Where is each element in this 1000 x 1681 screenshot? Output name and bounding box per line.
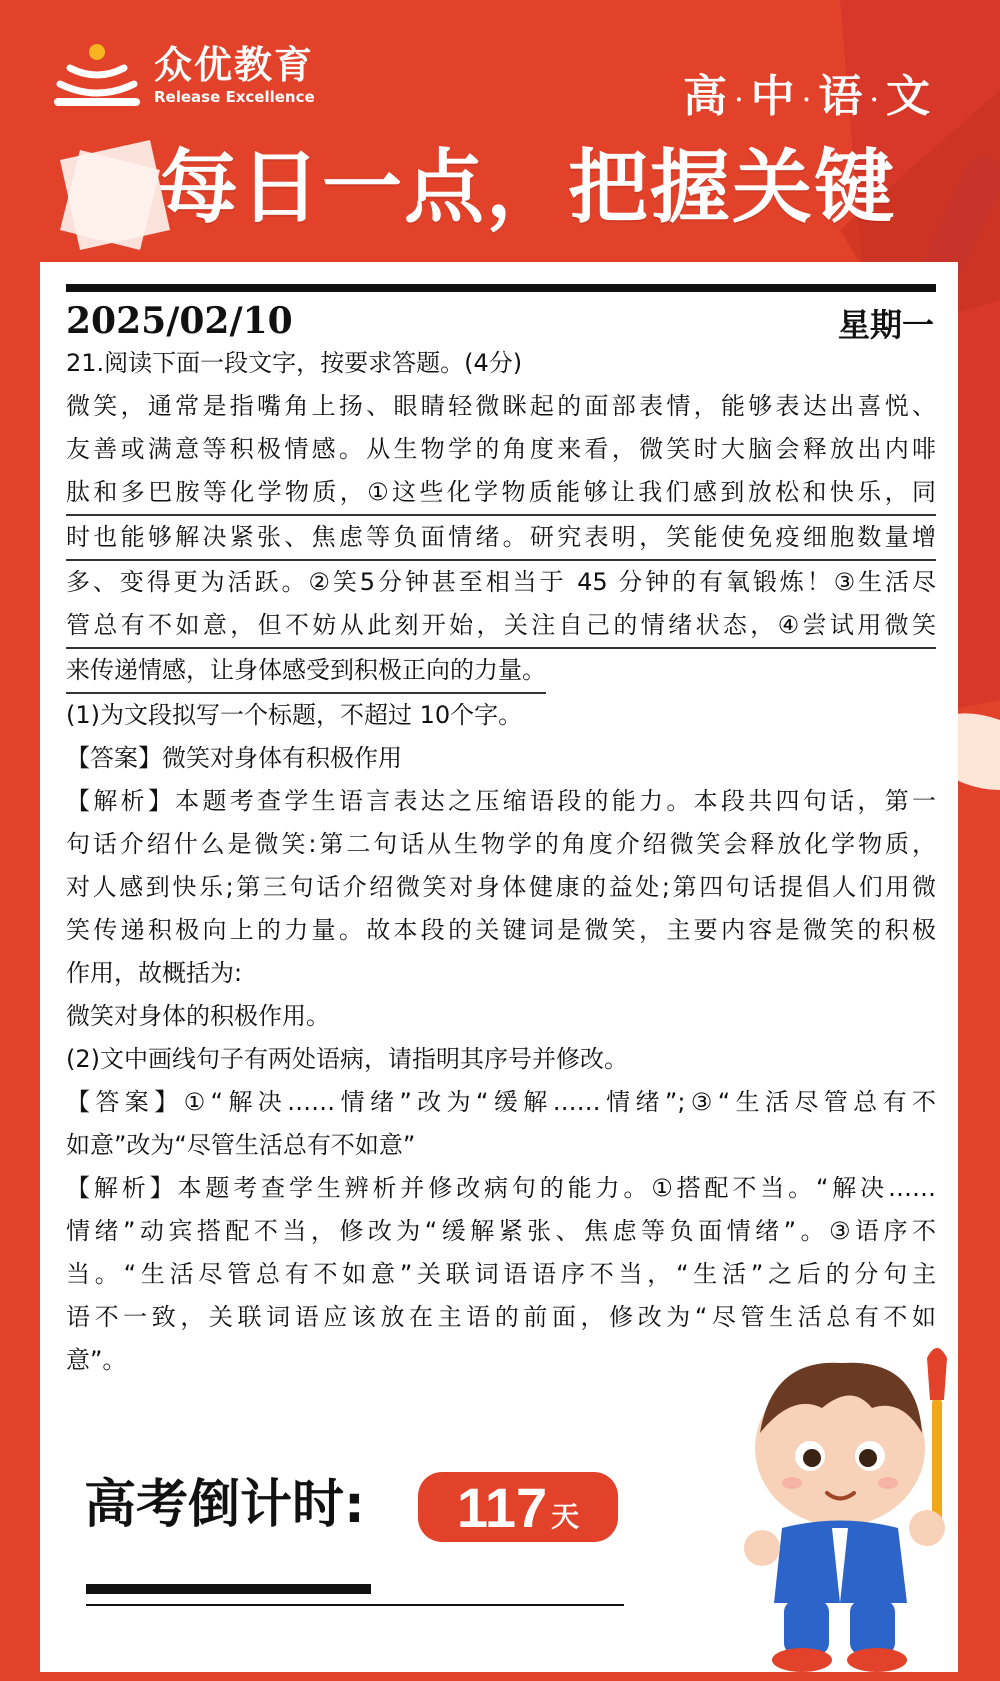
weekday: 星期一 [837, 306, 934, 344]
question-1-analysis-line: 句话介绍什么是微笑:第二句话从生物学的角度介绍微笑会释放化学物质， [66, 830, 936, 858]
question-1-analysis-line: 作用，故概括为: [66, 959, 243, 987]
question-2-analysis-line: 【解析】本题考查学生辨析并修改病句的能力。①搭配不当。“解决…… [66, 1174, 936, 1202]
question-2-answer-line: 如意”改为“尽管生活总有不如意” [66, 1131, 416, 1159]
countdown-label: 高考倒计时: [84, 1475, 365, 1535]
top-divider [66, 284, 936, 292]
question-2-analysis-line: 情绪”动宾搭配不当，修改为“缓解紧张、焦虑等负面情绪”。③语序不 [66, 1217, 936, 1245]
passage-line: 多、变得更为活跃。②笑5分钟甚至相当于 45 分钟的有氧锻炼！③生活尽 [66, 568, 936, 596]
question-2-analysis-line: 语不一致，关联词语应该放在主语的前面，修改为“尽管生活总有不如 [66, 1303, 936, 1331]
subject-title [683, 60, 932, 124]
bottom-line [86, 1604, 624, 1606]
passage-line: 时也能够解决紧张、焦虑等负面情绪。研究表明，笑能使免疫细胞数量增 [66, 516, 936, 561]
subject-separator: · [802, 86, 813, 113]
brand-logo [52, 42, 315, 112]
passage-line: 来传递情感，让身体感受到积极正向的力量。 [66, 649, 546, 694]
question-2-answer-line: 【答案】①“解决……情绪”改为“缓解……情绪”;③“生活尽管总有不 [66, 1088, 936, 1116]
date: 2025/02/10 [66, 300, 293, 342]
passage-line: 管总有不如意，但不妨从此刻开始，关注自己的情绪状态，④尝试用微笑 [66, 604, 936, 649]
question-1-analysis-line: 【解析】本题考查学生语言表达之压缩语段的能力。本段共四句话，第一 [66, 787, 936, 815]
subject-separator: · [870, 86, 880, 113]
question-2: (2)文中画线句子有两处语病，请指明其序号并修改。 [66, 1045, 628, 1073]
question-1-analysis-line: 笑传递积极向上的力量。故本段的关键词是微笑，主要内容是微笑的积极 [66, 916, 936, 944]
question-title: 21.阅读下面一段文字，按要求答题。(4分) [66, 349, 523, 377]
slogan: 每日一点，把握关键 [158, 141, 896, 234]
brand-name: 众优教育 [154, 43, 315, 87]
question-content [66, 342, 936, 1382]
question-1: (1)为文段拟写一个标题，不超过 10个字。 [66, 701, 523, 729]
subject-separator: · [734, 86, 745, 113]
passage-line: 微笑，通常是指嘴角上扬、眼睛轻微眯起的面部表情，能够表达出喜悦、 [66, 392, 936, 420]
bottom-bar [86, 1584, 371, 1594]
subject-char: 高 [682, 71, 729, 122]
question-2-analysis-line: 当。“生活尽管总有不如意”关联词语语序不当，“生活”之后的分句主 [66, 1260, 936, 1288]
header [0, 0, 1000, 260]
subject-char: 中 [750, 71, 797, 122]
countdown-unit: 天 [551, 1500, 580, 1533]
question-1-analysis-line: 对人感到快乐;第三句话介绍微笑对身体健康的益处;第四句话提倡人们用微 [66, 873, 936, 901]
subject-char: 文 [886, 71, 932, 122]
question-1-answer: 【答案】微笑对身体有积极作用 [66, 744, 402, 772]
brand-tagline: Release Excellence [154, 88, 315, 106]
mascot-illustration [722, 1338, 982, 1678]
countdown-days: 117 [456, 1475, 548, 1539]
subject-char: 语 [818, 71, 865, 122]
passage-line: 友善或满意等积极情感。从生物学的角度来看，微笑时大脑会释放出内啡 [66, 435, 936, 463]
logo-mark-icon [52, 42, 142, 112]
passage-line: 肽和多巴胺等化学物质，①这些化学物质能够让我们感到放松和快乐，同 [66, 471, 936, 516]
question-1-analysis-line: 微笑对身体的积极作用。 [66, 1002, 330, 1030]
countdown-badge [418, 1472, 618, 1542]
question-2-analysis-line: 意”。 [66, 1346, 127, 1374]
